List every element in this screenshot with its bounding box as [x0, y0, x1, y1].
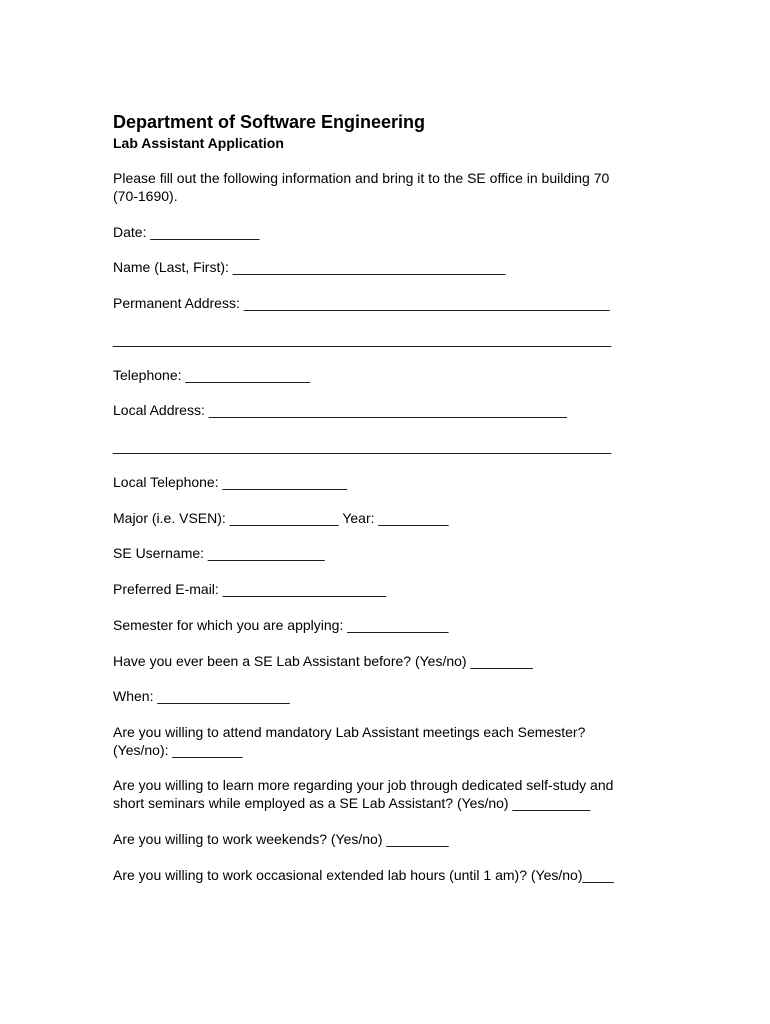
preferred-email-field[interactable]: Preferred E-mail: _____________________ — [113, 581, 387, 597]
meetings-question-answer[interactable]: (Yes/no): _________ — [113, 742, 243, 758]
local-address-continuation[interactable]: ________________________________________________________________ — [113, 438, 612, 454]
date-field[interactable]: Date: ______________ — [113, 224, 260, 240]
local-telephone-field[interactable]: Local Telephone: ________________ — [113, 474, 348, 490]
intro-text-line-1: Please fill out the following information and bring it to the SE office in building 70 — [113, 170, 610, 186]
prior-assistant-field[interactable]: Have you ever been a SE Lab Assistant before? (Yes/no) ________ — [113, 653, 533, 669]
form-subtitle: Lab Assistant Application — [113, 135, 284, 151]
se-username-field[interactable]: SE Username: _______________ — [113, 545, 325, 561]
weekends-question[interactable]: Are you willing to work weekends? (Yes/no) ________ — [113, 831, 449, 847]
local-address-field[interactable]: Local Address: ______________________________________________ — [113, 402, 567, 418]
extended-hours-question[interactable]: Are you willing to work occasional extended lab hours (until 1 am)? (Yes/no)____ — [113, 867, 614, 883]
telephone-field[interactable]: Telephone: ________________ — [113, 367, 310, 383]
permanent-address-continuation[interactable]: ________________________________________________________________ — [113, 331, 612, 347]
selfstudy-question-line-1: Are you willing to learn more regarding your job through dedicated self-study and — [113, 777, 614, 793]
major-year-field[interactable]: Major (i.e. VSEN): ______________ Year: _________ — [113, 510, 449, 526]
name-field[interactable]: Name (Last, First): ___________________________________ — [113, 259, 506, 275]
permanent-address-field[interactable]: Permanent Address: _______________________________________________ — [113, 295, 610, 311]
meetings-question-line-1: Are you willing to attend mandatory Lab Assistant meetings each Semester? — [113, 724, 586, 740]
when-field[interactable]: When: _________________ — [113, 688, 290, 704]
intro-text-line-2: (70-1690). — [113, 188, 178, 204]
selfstudy-question-answer[interactable]: short seminars while employed as a SE Lab Assistant? (Yes/no) __________ — [113, 795, 591, 811]
page-title: Department of Software Engineering — [113, 112, 426, 132]
semester-field[interactable]: Semester for which you are applying: _____________ — [113, 617, 449, 633]
